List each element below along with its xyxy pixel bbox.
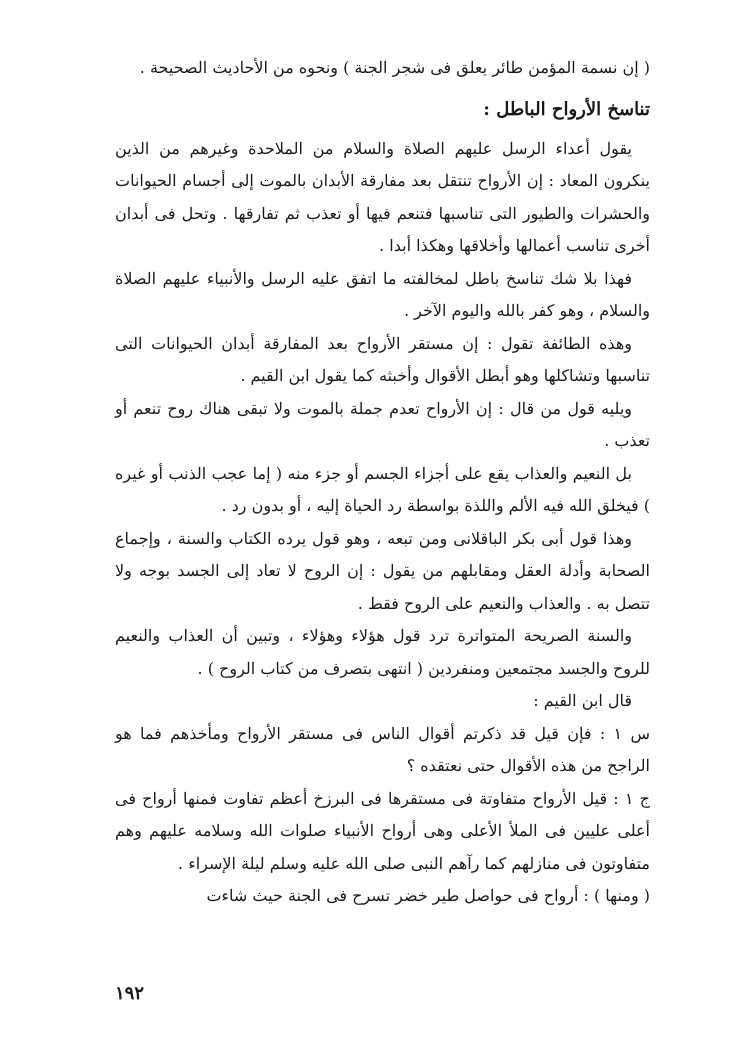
paragraph-question-1: س ١ : فإن قيل قد ذكرتم أقوال الناس فى مستقر الأرواح ومأخذهم فما هو الراجح من هذه الأقوال حتى نعتقده ؟	[115, 723, 650, 775]
paragraph-baqillani: وهذا قول أبى بكر الباقلانى ومن تبعه ، وهو قول يرده الكتاب والسنة ، وإجماع الصحابة وأدلة العقل ومقابلهم من يقول : إن الروح لا تعاد إلى الجسد بوجه ولا تتصل به . والعذاب والنعيم على الروح فقط .	[115, 528, 650, 613]
document-page	[115, 52, 650, 1042]
paragraph-answer-1: ج ١ : قيل الأرواح متفاوتة فى مستقرها فى البرزخ أعظم تفاوت فمنها أرواح فى أعلى عليين فى الملأ الأعلى وهى أرواح الأنبياء صلوات الله وسلامه عليهم وهم متفاوتون فى منازلهم كما رآهم النبى صلى الله عليه وسلم ليلة الإسراء .	[115, 788, 650, 873]
paragraph-ibn-qayyim-intro: قال ابن القيم :	[533, 691, 632, 710]
paragraph-annihilation-view: ويليه قول من قال : إن الأرواح تعدم جملة بالموت ولا تبقى هناك روح تنعم أو تعذب .	[115, 398, 650, 450]
paragraph-green-birds: ( ومنها ) : أرواح فى حواصل طير خضر تسرح فى الجنة حيث شاءت	[206, 886, 650, 905]
section-heading: تناسخ الأرواح الباطل :	[483, 98, 650, 120]
paragraph-hadith-tail: ( إن نسمة المؤمن طائر يعلق فى شجر الجنة ) ونحوه من الأحاديث الصحيحة .	[139, 58, 650, 77]
paragraph-refutation: فهذا بلا شك تناسخ باطل لمخالفته ما اتفق عليه الرسل والأنبياء عليهم الصلاة والسلام ، وهو كفر بالله واليوم الآخر .	[115, 268, 650, 320]
paragraph-sunnah: والسنة الصريحة المتواترة ترد قول هؤلاء وهؤلاء ، وتبين أن العذاب والنعيم للروح والجسد مجتمعين ومنفردين ( انتهى بتصرف من كتاب الروح ) .	[115, 626, 650, 678]
page-number: ١٩٢	[115, 983, 145, 1004]
paragraph-body-parts: بل النعيم والعذاب يقع على أجزاء الجسم أو جزء منه ( إما عجب الذنب أو غيره ) فيخلق الله فيه الألم واللذة بواسطة رد الحياة إليه ، أو بدون رد .	[115, 463, 650, 515]
paragraph-sect-view: وهذه الطائفة تقول : إن مستقر الأرواح بعد المفارقة أبدان الحيوانات التى تناسبها وتشاكلها وهو أبطل الأقوال وأخبثه كما يقول ابن القيم .	[115, 333, 650, 385]
paragraph-claim: يقول أعداء الرسل عليهم الصلاة والسلام من الملاحدة وغيرهم من الذين ينكرون المعاد : إن الأرواح تنتقل بعد مفارقة الأبدان بالموت إلى أجسام الحيوانات والحشرات والطيور التى تناسبها فتنعم فيها أو تعذب ثم تفارقها . وتحل فى أبدان أخرى تناسب أعمالها وأخلاقها وهكذا أبدا .	[115, 138, 650, 255]
